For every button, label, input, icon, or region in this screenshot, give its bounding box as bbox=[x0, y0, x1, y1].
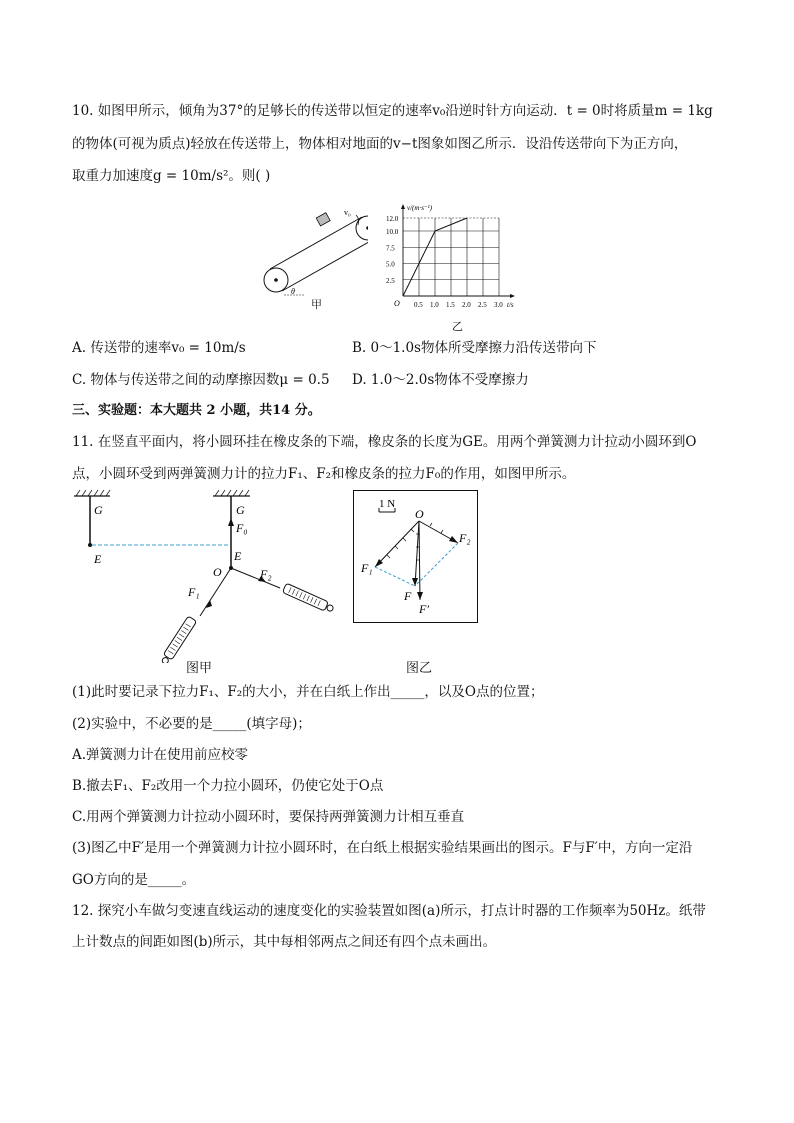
theta-label: θ bbox=[291, 287, 295, 296]
q11-choice-a: A.弹簧测力计在使用前应校零 bbox=[72, 747, 249, 763]
q11-line-1: 11. 在竖直平面内，将小圆环挂在橡皮条的下端，橡皮条的长度为GE。用两个弹簧测力计拉动小圆环到O bbox=[72, 434, 697, 450]
label-f0: F₀ bbox=[236, 521, 248, 535]
y-tick-label: 7.5 bbox=[386, 244, 395, 253]
q10-fig-yi-caption: 乙 bbox=[452, 320, 463, 333]
q10-option-a: A. 传送带的速率v₀ = 10m/s bbox=[72, 340, 246, 356]
origin-label: O bbox=[394, 299, 400, 308]
y-tick-label: 2.5 bbox=[386, 276, 395, 285]
q11-part-3-line-1: (3)图乙中F′是用一个弹簧测力计拉小圆环时，在白纸上根据实验结果画出的图示。F与F′中，方向一定沿 bbox=[72, 840, 693, 856]
q10-option-d: D. 1.0～2.0s物体不受摩擦力 bbox=[352, 372, 529, 388]
section-3-heading: 三、实验题：本大题共 2 小题，共14 分。 bbox=[72, 403, 321, 418]
q10-line-1: 10. 如图甲所示，倾角为37°的足够长的传送带以恒定的速率v₀沿逆时针方向运动．t = 0时将质量m = 1kg bbox=[72, 103, 713, 119]
q11-line-2: 点，小圆环受到两弹簧测力计的拉力F₁、F₂和橡皮条的拉力F₀的作用，如图甲所示。 bbox=[72, 466, 576, 482]
label-f2: F₂ bbox=[260, 567, 272, 581]
q11-part-1: (1)此时要记录下拉力F₁、F₂的大小，并在白纸上作出_____，以及O点的位置； bbox=[72, 684, 544, 700]
label-f2-yi: F₂ bbox=[459, 531, 471, 545]
q11-fig-jia-caption: 图甲 bbox=[186, 661, 213, 676]
spring-balance-diagram bbox=[70, 488, 350, 663]
label-scale-1n: 1 N bbox=[379, 498, 396, 510]
y-tick-label: 10.0 bbox=[386, 228, 399, 236]
y-tick-label: 12.0 bbox=[386, 215, 399, 223]
label-f-yi: F bbox=[404, 589, 412, 603]
q11-fig-yi-caption: 图乙 bbox=[406, 661, 433, 676]
x-tick-label: 2.5 bbox=[478, 301, 487, 309]
q10-line-2: 的物体(可视为质点)轻放在传送带上，物体相对地面的v−t图象如图乙所示．设沿传送带向下为正方向， bbox=[72, 136, 688, 152]
q10-line-3: 取重力加速度g = 10m/s²。则( ) bbox=[72, 168, 271, 184]
q12-line-2: 上计数点的间距如图(b)所示，其中每相邻两点之间还有四个点未画出。 bbox=[72, 934, 497, 950]
x-tick-label: 3.0 bbox=[494, 301, 503, 309]
label-f1-yi: F₁ bbox=[361, 561, 373, 575]
label-e-right: E bbox=[234, 549, 242, 563]
y-tick-label: 5.0 bbox=[386, 260, 395, 269]
q10-option-b: B. 0～1.0s物体所受摩擦力沿传送带向下 bbox=[352, 340, 597, 356]
label-g-left: G bbox=[94, 503, 103, 517]
label-fprime-yi: F′ bbox=[419, 602, 429, 616]
q12-line-1: 12. 探究小车做匀变速直线运动的速度变化的实验装置如图(a)所示，打点计时器的工作频率为50Hz。纸带 bbox=[72, 903, 706, 919]
label-g-right: G bbox=[236, 503, 245, 517]
y-axis-label: v/(m·s⁻¹) bbox=[407, 204, 433, 212]
x-tick-label: 1.5 bbox=[446, 301, 455, 309]
x-axis-arrow bbox=[510, 294, 515, 298]
force-parallelogram-diagram bbox=[353, 490, 478, 623]
label-o: O bbox=[213, 565, 222, 579]
q10-option-c: C. 物体与传送带之间的动摩擦因数μ = 0.5 bbox=[72, 372, 330, 388]
q11-part-3-line-2: GO方向的是_____。 bbox=[72, 872, 196, 888]
label-e-left: E bbox=[94, 552, 102, 566]
q10-fig-jia-caption: 甲 bbox=[311, 298, 322, 311]
label-f1: F₁ bbox=[188, 585, 200, 599]
q11-choice-b: B.撤去F₁、F₂改用一个力拉小圆环，仍使它处于O点 bbox=[72, 778, 384, 794]
v0-label: v₀ bbox=[344, 208, 351, 217]
x-tick-label: 1.0 bbox=[430, 301, 439, 309]
x-axis-label: t/s bbox=[507, 301, 514, 309]
x-tick-label: 0.5 bbox=[414, 301, 423, 309]
y-axis-arrow bbox=[401, 204, 405, 209]
q11-part-2: (2)实验中，不必要的是_____(填字母)； bbox=[72, 716, 311, 732]
q11-choice-c: C.用两个弹簧测力计拉动小圆环时，要保持两弹簧测力计相互垂直 bbox=[72, 809, 465, 825]
vt-graph bbox=[385, 193, 535, 318]
conveyor-belt-diagram bbox=[258, 205, 368, 305]
label-o-yi: O bbox=[415, 507, 424, 521]
x-tick-label: 2.0 bbox=[462, 301, 471, 309]
